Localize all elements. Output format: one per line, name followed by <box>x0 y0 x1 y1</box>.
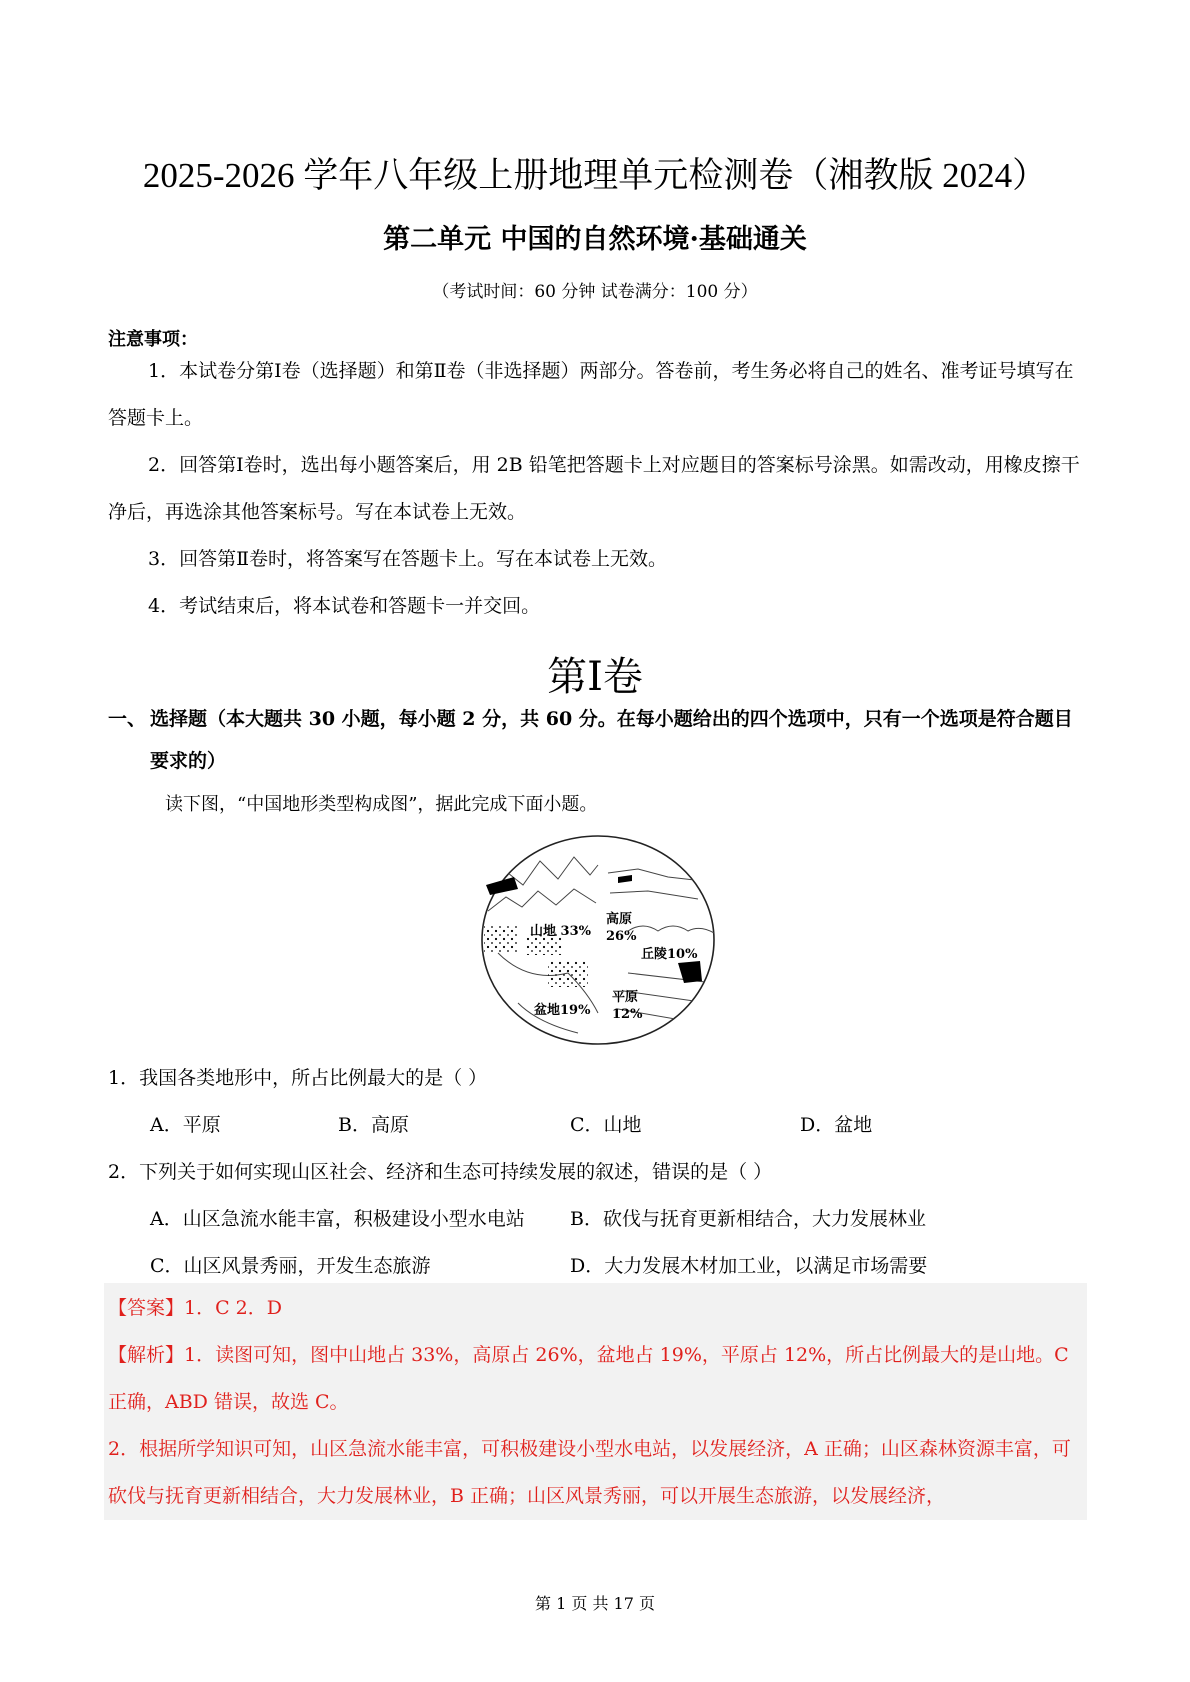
section-number: 一、 <box>108 708 147 730</box>
exam-info: （考试时间：60 分钟 试卷满分：100 分） <box>432 282 758 302</box>
q1-option-d[interactable]: D．盆地 <box>800 1114 873 1136</box>
notice-item-2: 2．回答第Ⅰ卷时，选出每小题答案后，用 2B 铅笔把答题卡上对应题目的答案标号涂黑。如需改动，用橡皮擦干净后，再选涂其他答案标号。写在本试卷上无效。 <box>108 454 1080 523</box>
label-hill: 丘陵10% <box>641 947 698 962</box>
q2-option-c[interactable]: C．山区风景秀丽，开发生态旅游 <box>150 1255 431 1277</box>
notice-heading: 注意事项： <box>108 329 198 350</box>
unit-subtitle: 第二单元 中国的自然环境·基础通关 <box>383 224 807 255</box>
q2-option-b[interactable]: B．砍伐与抚育更新相结合，大力发展林业 <box>570 1208 926 1230</box>
section-text: 选择题（本大题共 30 小题，每小题 2 分，共 60 分。在每小题给出的四个选项中，只有一个选项是符合题目要求的） <box>150 708 1073 772</box>
mountain-dot-texture <box>484 925 518 953</box>
q2-option-a[interactable]: A．山区急流水能丰富，积极建设小型水电站 <box>150 1208 525 1230</box>
analysis-2: 2．根据所学知识可知，山区急流水能丰富，可积极建设小型水电站，以发展经济，A 正确；山区森林资源丰富，可砍伐与抚育更新相结合，大力发展林业，B 正确；山区风景秀丽，可以开展生态旅游，以发展经济， <box>108 1438 1071 1507</box>
question-2-stem: 2．下列关于如何实现山区社会、经济和生态可持续发展的叙述，错误的是（ ） <box>108 1161 773 1183</box>
q2-option-d[interactable]: D．大力发展木材加工业，以满足市场需要 <box>570 1255 928 1277</box>
label-plateau-name: 高原 <box>606 912 633 927</box>
label-plain-name: 平原 <box>612 990 639 1005</box>
q1-option-c[interactable]: C．山地 <box>570 1114 642 1136</box>
label-plateau-pct: 26% <box>606 929 637 944</box>
q1-option-a[interactable]: A．平原 <box>150 1114 221 1136</box>
label-plain-pct: 12% <box>612 1007 643 1022</box>
notice-item-4: 4．考试结束后，将本试卷和答题卡一并交回。 <box>148 595 541 617</box>
q1-option-b[interactable]: B．高原 <box>338 1114 409 1136</box>
answer-line: 【答案】1．C 2．D <box>108 1297 282 1319</box>
label-basin: 盆地19% <box>534 1003 591 1018</box>
terrain-pie-figure <box>478 833 718 1048</box>
question-1-stem: 1．我国各类地形中，所占比例最大的是（ ） <box>108 1067 488 1089</box>
notice-item-3: 3．回答第Ⅱ卷时，将答案写在答题卡上。写在本试卷上无效。 <box>148 548 668 570</box>
notice-item-1: 1．本试卷分第Ⅰ卷（选择题）和第Ⅱ卷（非选择题）两部分。答卷前，考生务必将自己的姓名、准考证号填写在答题卡上。 <box>108 360 1074 429</box>
section-heading <box>108 698 1083 782</box>
label-mountain: 山地 33% <box>530 924 591 939</box>
question-intro: 读下图，“中国地形类型构成图”，据此完成下面小题。 <box>165 794 598 815</box>
analysis-1: 【解析】1．读图可知，图中山地占 33%，高原占 26%，盆地占 19%，平原占 12%，所占比例最大的是山地。C 正确，ABD 错误，故选 C。 <box>108 1344 1069 1413</box>
page-footer: 第 1 页 共 17 页 <box>535 1594 655 1613</box>
volume-heading: 第Ⅰ卷 <box>547 654 643 699</box>
exam-title: 2025-2026 学年八年级上册地理单元检测卷（湘教版 2024） <box>142 156 1048 195</box>
basin-dot-texture <box>548 961 588 987</box>
